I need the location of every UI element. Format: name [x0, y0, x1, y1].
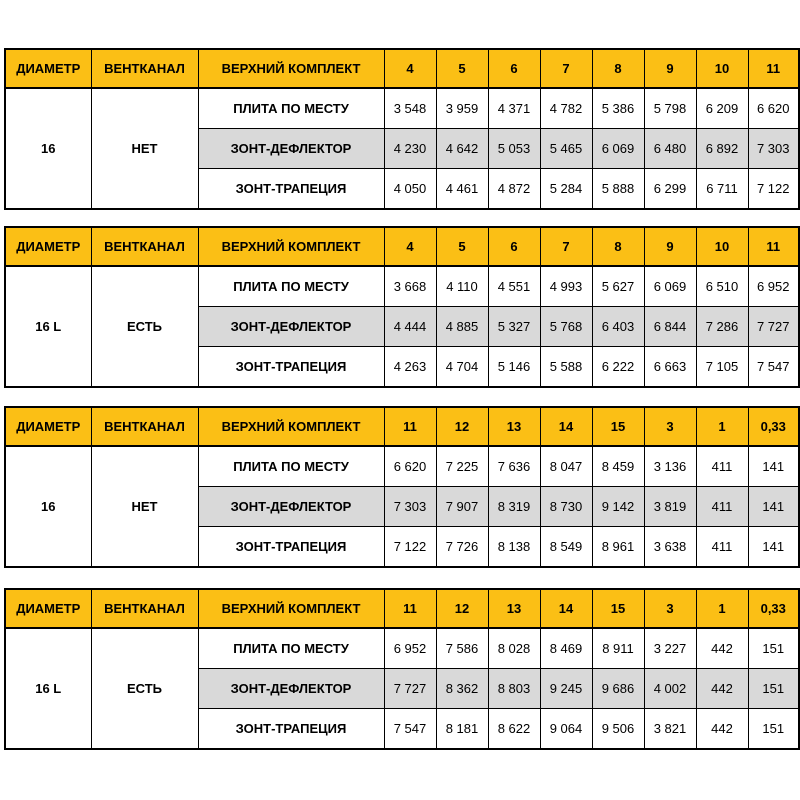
price-cell: 8 622: [488, 709, 540, 750]
price-cell: 9 142: [592, 487, 644, 527]
price-cell: 4 230: [384, 129, 436, 169]
price-cell: 6 069: [644, 266, 696, 307]
header-row: [5, 49, 799, 88]
header-size: 11: [384, 407, 436, 446]
header-size: 8: [592, 227, 644, 266]
price-cell: 442: [696, 669, 748, 709]
price-cell: 6 892: [696, 129, 748, 169]
price-cell: 8 459: [592, 446, 644, 487]
diameter-cell: 16: [5, 446, 91, 567]
price-cell: 5 327: [488, 307, 540, 347]
header-size: 10: [696, 227, 748, 266]
price-cell: 6 952: [748, 266, 799, 307]
header-row: [5, 227, 799, 266]
header-size: 12: [436, 407, 488, 446]
header-diameter: ДИАМЕТР: [5, 49, 91, 88]
price-table: [4, 588, 800, 750]
price-cell: 7 286: [696, 307, 748, 347]
kit-cell: ПЛИТА ПО МЕСТУ: [198, 628, 384, 669]
kit-cell: ПЛИТА ПО МЕСТУ: [198, 446, 384, 487]
price-cell: 8 803: [488, 669, 540, 709]
price-cell: 5 627: [592, 266, 644, 307]
price-cell: 4 444: [384, 307, 436, 347]
price-cell: 3 668: [384, 266, 436, 307]
price-cell: 442: [696, 628, 748, 669]
header-size: 4: [384, 227, 436, 266]
header-size: 9: [644, 227, 696, 266]
price-cell: 411: [696, 446, 748, 487]
price-cell: 3 959: [436, 88, 488, 129]
price-cell: 8 138: [488, 527, 540, 568]
kit-cell: ЗОНТ-ТРАПЕЦИЯ: [198, 709, 384, 750]
price-cell: 5 465: [540, 129, 592, 169]
header-size: 15: [592, 589, 644, 628]
header-diameter: ДИАМЕТР: [5, 589, 91, 628]
header-kit: ВЕРХНИЙ КОМПЛЕКТ: [198, 407, 384, 446]
header-size: 13: [488, 407, 540, 446]
price-cell: 7 547: [748, 347, 799, 388]
kit-cell: ПЛИТА ПО МЕСТУ: [198, 88, 384, 129]
price-cell: 4 872: [488, 169, 540, 210]
header-size: 11: [748, 49, 799, 88]
price-cell: 9 064: [540, 709, 592, 750]
price-cell: 9 686: [592, 669, 644, 709]
price-cell: 141: [748, 527, 799, 568]
price-cell: 411: [696, 527, 748, 568]
price-cell: 3 821: [644, 709, 696, 750]
price-cell: 411: [696, 487, 748, 527]
header-size: 0,33: [748, 589, 799, 628]
header-vent: ВЕНТКАНАЛ: [91, 49, 198, 88]
kit-cell: ЗОНТ-ТРАПЕЦИЯ: [198, 347, 384, 388]
kit-cell: ЗОНТ-ТРАПЕЦИЯ: [198, 169, 384, 210]
vent-cell: НЕТ: [91, 88, 198, 209]
table-row: [5, 88, 799, 129]
header-kit: ВЕРХНИЙ КОМПЛЕКТ: [198, 589, 384, 628]
price-cell: 5 146: [488, 347, 540, 388]
header-size: 7: [540, 227, 592, 266]
price-cell: 6 620: [384, 446, 436, 487]
table-row: [5, 266, 799, 307]
price-cell: 3 548: [384, 88, 436, 129]
header-size: 3: [644, 407, 696, 446]
header-vent: ВЕНТКАНАЛ: [91, 407, 198, 446]
diameter-cell: 16 L: [5, 266, 91, 387]
price-cell: 8 047: [540, 446, 592, 487]
header-diameter: ДИАМЕТР: [5, 227, 91, 266]
price-cell: 5 053: [488, 129, 540, 169]
header-size: 14: [540, 589, 592, 628]
price-cell: 151: [748, 628, 799, 669]
price-cell: 3 136: [644, 446, 696, 487]
price-cell: 8 181: [436, 709, 488, 750]
header-diameter: ДИАМЕТР: [5, 407, 91, 446]
price-cell: 8 362: [436, 669, 488, 709]
price-cell: 8 730: [540, 487, 592, 527]
price-cell: 6 222: [592, 347, 644, 388]
price-cell: 7 547: [384, 709, 436, 750]
price-cell: 8 469: [540, 628, 592, 669]
price-cell: 7 636: [488, 446, 540, 487]
price-cell: 151: [748, 669, 799, 709]
header-size: 9: [644, 49, 696, 88]
price-cell: 4 110: [436, 266, 488, 307]
price-cell: 141: [748, 446, 799, 487]
price-cell: 9 506: [592, 709, 644, 750]
price-cell: 4 461: [436, 169, 488, 210]
price-table: [4, 406, 800, 568]
price-cell: 141: [748, 487, 799, 527]
price-cell: 5 284: [540, 169, 592, 210]
price-cell: 7 303: [748, 129, 799, 169]
price-cell: 5 768: [540, 307, 592, 347]
header-kit: ВЕРХНИЙ КОМПЛЕКТ: [198, 227, 384, 266]
vent-cell: ЕСТЬ: [91, 628, 198, 749]
diameter-cell: 16 L: [5, 628, 91, 749]
header-size: 6: [488, 227, 540, 266]
header-size: 1: [696, 589, 748, 628]
price-cell: 7 122: [384, 527, 436, 568]
price-cell: 5 386: [592, 88, 644, 129]
header-kit: ВЕРХНИЙ КОМПЛЕКТ: [198, 49, 384, 88]
price-cell: 4 704: [436, 347, 488, 388]
header-size: 4: [384, 49, 436, 88]
price-cell: 6 711: [696, 169, 748, 210]
header-row: [5, 407, 799, 446]
price-cell: 6 510: [696, 266, 748, 307]
price-cell: 6 844: [644, 307, 696, 347]
table-row: [5, 628, 799, 669]
header-size: 5: [436, 49, 488, 88]
price-cell: 7 105: [696, 347, 748, 388]
header-size: 14: [540, 407, 592, 446]
price-cell: 4 993: [540, 266, 592, 307]
price-cell: 8 549: [540, 527, 592, 568]
price-cell: 5 888: [592, 169, 644, 210]
header-size: 12: [436, 589, 488, 628]
price-cell: 4 642: [436, 129, 488, 169]
kit-cell: ЗОНТ-ДЕФЛЕКТОР: [198, 307, 384, 347]
price-cell: 7 907: [436, 487, 488, 527]
kit-cell: ЗОНТ-ДЕФЛЕКТОР: [198, 487, 384, 527]
price-cell: 7 225: [436, 446, 488, 487]
vent-cell: НЕТ: [91, 446, 198, 567]
price-cell: 3 638: [644, 527, 696, 568]
price-cell: 7 303: [384, 487, 436, 527]
price-cell: 7 727: [384, 669, 436, 709]
price-cell: 4 050: [384, 169, 436, 210]
price-cell: 4 263: [384, 347, 436, 388]
price-cell: 4 002: [644, 669, 696, 709]
price-cell: 4 782: [540, 88, 592, 129]
header-vent: ВЕНТКАНАЛ: [91, 227, 198, 266]
header-vent: ВЕНТКАНАЛ: [91, 589, 198, 628]
price-cell: 6 069: [592, 129, 644, 169]
header-size: 7: [540, 49, 592, 88]
kit-cell: ЗОНТ-ТРАПЕЦИЯ: [198, 527, 384, 568]
price-cell: 9 245: [540, 669, 592, 709]
header-size: 6: [488, 49, 540, 88]
price-cell: 3 819: [644, 487, 696, 527]
price-cell: 4 551: [488, 266, 540, 307]
price-cell: 6 480: [644, 129, 696, 169]
price-cell: 8 028: [488, 628, 540, 669]
header-size: 0,33: [748, 407, 799, 446]
price-cell: 7 586: [436, 628, 488, 669]
price-cell: 5 798: [644, 88, 696, 129]
header-size: 8: [592, 49, 644, 88]
price-cell: 6 663: [644, 347, 696, 388]
price-cell: 151: [748, 709, 799, 750]
header-size: 11: [748, 227, 799, 266]
price-cell: 5 588: [540, 347, 592, 388]
price-cell: 7 726: [436, 527, 488, 568]
price-table: [4, 226, 800, 388]
price-cell: 442: [696, 709, 748, 750]
price-cell: 6 299: [644, 169, 696, 210]
price-cell: 6 952: [384, 628, 436, 669]
kit-cell: ЗОНТ-ДЕФЛЕКТОР: [198, 129, 384, 169]
price-cell: 3 227: [644, 628, 696, 669]
price-cell: 4 371: [488, 88, 540, 129]
price-cell: 8 961: [592, 527, 644, 568]
price-cell: 7 122: [748, 169, 799, 210]
price-cell: 8 911: [592, 628, 644, 669]
header-size: 15: [592, 407, 644, 446]
price-cell: 7 727: [748, 307, 799, 347]
header-size: 1: [696, 407, 748, 446]
header-row: [5, 589, 799, 628]
table-row: [5, 446, 799, 487]
price-table: [4, 48, 800, 210]
header-size: 11: [384, 589, 436, 628]
price-cell: 4 885: [436, 307, 488, 347]
header-size: 10: [696, 49, 748, 88]
price-cell: 8 319: [488, 487, 540, 527]
header-size: 3: [644, 589, 696, 628]
price-cell: 6 620: [748, 88, 799, 129]
price-cell: 6 209: [696, 88, 748, 129]
kit-cell: ПЛИТА ПО МЕСТУ: [198, 266, 384, 307]
diameter-cell: 16: [5, 88, 91, 209]
kit-cell: ЗОНТ-ДЕФЛЕКТОР: [198, 669, 384, 709]
header-size: 13: [488, 589, 540, 628]
header-size: 5: [436, 227, 488, 266]
price-cell: 6 403: [592, 307, 644, 347]
vent-cell: ЕСТЬ: [91, 266, 198, 387]
